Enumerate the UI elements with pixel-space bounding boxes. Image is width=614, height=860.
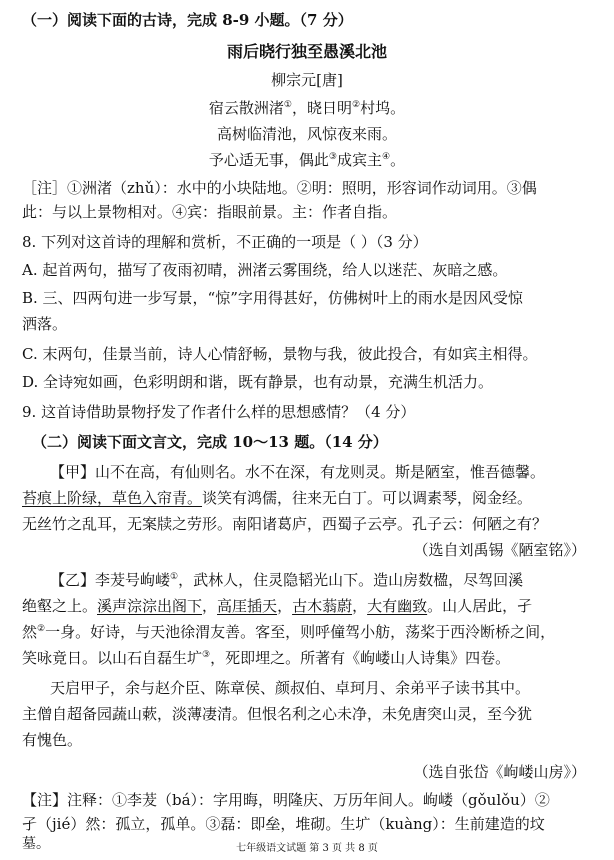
jia-line-2 [22,488,532,508]
poem-text: 。 [390,151,406,169]
yi-line-5: 天启甲子，余与赵介臣、陈章侯、颜叔伯、卓珂月、余弟平子读书其中。 [50,679,531,697]
underlined-phrase: 大有幽致 [367,597,428,615]
yi-text: ， [277,597,293,615]
section2-header: （二）阅读下面文言文，完成 10～13 题。（14 分） [32,433,388,451]
note-marker: ① [170,572,179,582]
yi-text: ， [352,597,368,615]
underlined-phrase: 高厓插天 [217,597,278,615]
option-b-line-1: B. 三、四两句进一步写景，“惊”字用得甚好，仿佛树叶上的雨水是因风受惊 [22,289,523,307]
poem-text: 宿云散洲渚 [208,99,284,117]
yi-text: ， [202,597,218,615]
yi-text: 笑咏竟日。以山石自磊生圹 [22,649,203,667]
poem-line-2: 高树临清池，风惊夜来雨。 [216,125,397,143]
poem-line-3 [0,150,614,170]
poem-text: 村坞。 [360,99,406,117]
section1-header: （一）阅读下面的古诗，完成 8-9 小题。（7 分） [22,11,353,29]
yi-line-3 [22,622,555,642]
question-8: 8. 下列对这首诗的理解和赏析，不正确的一项是（ ）（3 分） [22,233,428,251]
yi-line-1 [50,570,523,590]
poem-text: 成宾主 [336,151,382,169]
yi-source: （选自张岱《岣嵝山房》） [413,763,586,781]
yi-text: 一身。好诗，与天池徐渭友善。客至，则呼僮驾小舫，荡桨于西泠断桥之间， [45,623,556,641]
poem-title: 雨后晓行独至愚溪北池 [226,42,387,61]
yi-line-4 [22,648,510,668]
option-c: C. 末两句，佳景当前，诗人心情舒畅，景物与我，彼此投合，有如宾主相得。 [22,345,538,363]
yi-text: 【乙】李茇号岣嵝 [50,571,171,589]
note1-line-2: 此：与以上景物相对。④宾：指眼前景。主：作者自指。 [22,203,398,221]
note2-line-2: 孑（jié）然：孤立，孤单。③磊：即垒，堆砌。生圹（kuàng）：生前建造的坟 [22,815,545,833]
yi-text: ，死即埋之。所著有《岣嵝山人诗集》四卷。 [210,649,511,667]
jia-text: 谈笑有鸿儒，往来无白丁。可以调素琴，阅金经。 [202,489,533,507]
jia-line-1: 【甲】山不在高，有仙则名。水不在深，有龙则灵。斯是陋室，惟吾德馨。 [50,463,546,481]
yi-line-6: 主僧自超备园蔬山蔌，淡薄凄清。但恨名利之心未净，未免唐突山灵，至今犹 [22,705,533,723]
note1-line-1: ［注］①洲渚（zhǔ）：水中的小块陆地。②明：照明，形容词作动词用。③偶 [22,179,537,197]
note-marker: ④ [382,152,391,162]
poem-text: ，晓日明 [291,99,352,117]
note2-line-1: 【注】注释：①李茇（bá）：字用晦，明隆庆、万历年间人。岣嵝（gǒulǒu）② [22,791,550,809]
underlined-sentence: 苔痕上阶绿，草色入帘青。 [22,489,203,507]
option-b-line-2: 洒落。 [22,315,68,333]
note-marker: ② [352,100,361,110]
note-marker: ① [283,100,292,110]
option-d: D. 全诗宛如画，色彩明朗和谐，既有静景，也有动景，充满生机活力。 [22,373,494,391]
yi-text: ，武林人，住灵隐韬光山下。造山房数楹，尽驾回溪 [178,571,524,589]
question-9: 9. 这首诗借助景物抒发了作者什么样的思想感情？（4 分） [22,403,416,421]
yi-text: 。山人居此，孑 [427,597,533,615]
yi-text: 绝壑之上。 [22,597,98,615]
poem-text: 予心适无事，偶此 [208,151,329,169]
underlined-phrase: 溪声淙淙出阁下 [97,597,203,615]
note-marker: ③ [202,650,211,660]
page-footer: 七年级语文试题 第 3 页 共 8 页 [236,843,378,854]
option-a: A. 起首两句，描写了夜雨初晴，洲渚云雾围绕，给人以迷茫、灰暗之感。 [22,261,508,279]
note-marker: ③ [328,152,337,162]
yi-line-2 [22,596,532,616]
poem-line-1 [0,98,614,118]
yi-text: 然 [22,623,38,641]
note-marker: ② [37,624,46,634]
yi-line-7: 有愧色。 [22,731,83,749]
jia-source: （选自刘禹锡《陋室铭》） [413,541,586,559]
note2-line-3: 墓。 [22,836,50,852]
jia-line-3: 无丝竹之乱耳，无案牍之劳形。南阳诸葛庐，西蜀子云亭。孔子云：何陋之有？ [22,515,548,533]
poem-author: 柳宗元[唐] [271,71,343,89]
underlined-phrase: 古木蓊蔚 [292,597,353,615]
